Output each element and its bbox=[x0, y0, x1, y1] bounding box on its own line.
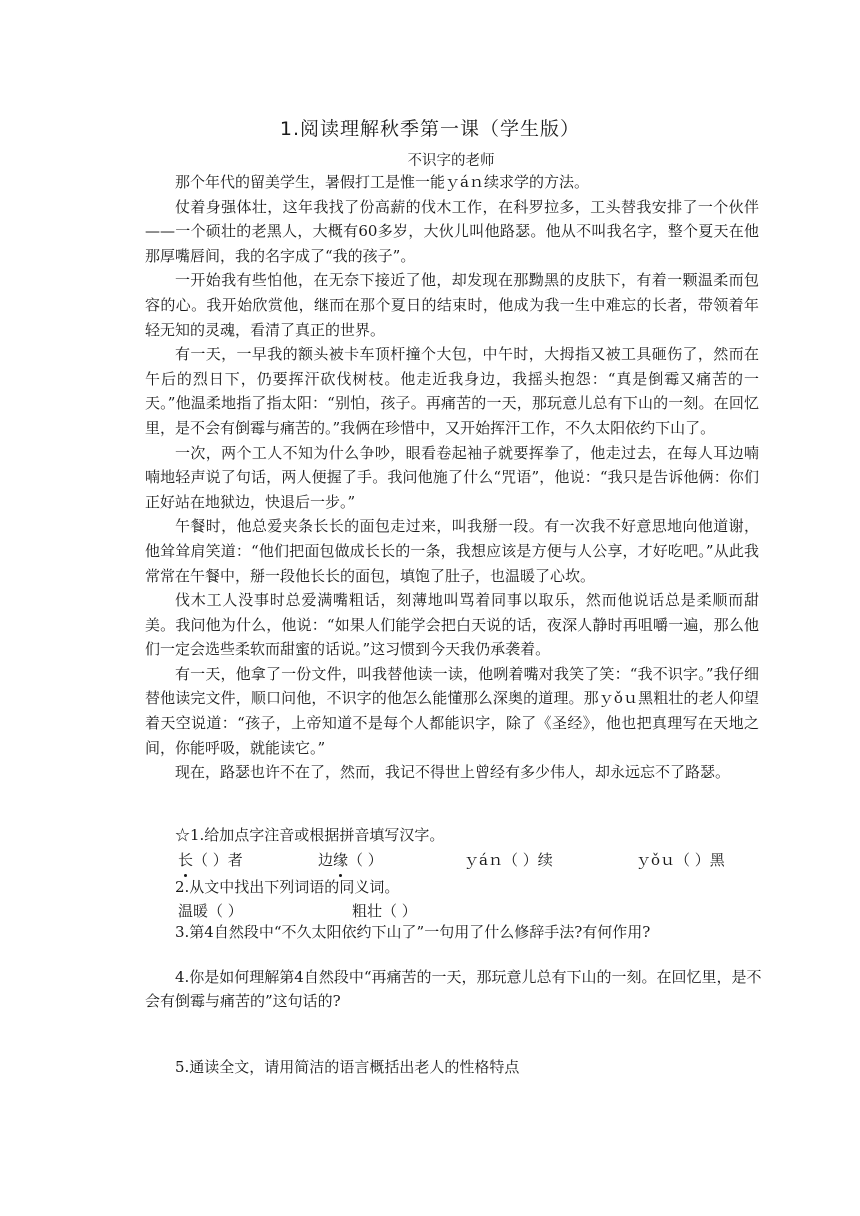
pinyin-text: ｙǒｕ bbox=[636, 851, 676, 869]
q2-item-wennuan[interactable]: 温暖（ ） bbox=[178, 902, 243, 920]
paragraph: 现在，路瑟也许不在了，然而，我记不得世上曾经有多少伟人，却永远忘不了路瑟。 bbox=[175, 763, 731, 782]
question-2: 2.从文中找出下列词语的同义词。 bbox=[175, 878, 400, 896]
item-text: 边 bbox=[318, 851, 334, 869]
answer-blank[interactable]: （ ）续 bbox=[502, 851, 553, 869]
dotted-character: 缘 bbox=[333, 848, 348, 872]
question-5: 5.通读全文，请用简洁的语言概括出老人的性格特点 bbox=[175, 1058, 520, 1076]
q1-item-yan bbox=[464, 848, 553, 872]
paragraph: 有一天，一早我的额头被卡车顶杆撞个大包，中午时，大拇指又被工具砸伤了，然而在午后的烈日下，仍要挥汗砍伐树枝。他走近我身边，我摇头抱怨：“真是倒霉又痛苦的一天。”他温柔地指了指太阳：“别怕，孩子。再痛苦的一天，那玩意儿总有下山的一刻。在回忆里，是不会有倒霉与痛苦的。”我俩在珍惜中，又开始挥汗工作，不久太阳依约下山了。 bbox=[145, 345, 759, 437]
passage-body bbox=[145, 170, 759, 785]
answer-blank[interactable]: （ ） bbox=[348, 851, 383, 869]
question-1: ☆1.给加点字注音或根据拼音填写汉字。 bbox=[175, 826, 445, 844]
q2-item-cuzhuang[interactable]: 粗壮（ ） bbox=[352, 902, 417, 920]
paragraph: 仗着身强体壮，这年我找了份高薪的伐木工作，在科罗拉多，工头替我安排了一个伙伴——一个硕壮的老黑人，大概有60多岁，大伙儿叫他路瑟。他从不叫我名字，整个夏天在他那厚嘴唇间，我的名字成了“我的孩子”。 bbox=[145, 197, 759, 265]
question-3: 3.第4自然段中“不久太阳依约下山了”一句用了什么修辞手法?有何作用? bbox=[175, 923, 651, 941]
page-title: 1.阅读理解秋季第一课（学生版） bbox=[279, 118, 581, 140]
passage-title: 不识字的老师 bbox=[407, 153, 495, 169]
dotted-character: 长 bbox=[178, 848, 193, 872]
paragraph: 一开始我有些怕他，在无奈下接近了他，却发现在那黝黑的皮肤下，有着一颗温柔而包容的心。我开始欣赏他，继而在那个夏日的结束时，他成为我一生中难忘的长者，带领着年轻无知的灵魂，看清了真正的世界。 bbox=[145, 271, 759, 339]
paragraph: 伐木工人没事时总爱满嘴粗话，刻薄地叫骂着同事以取乐，然而他说话总是柔顺而甜美。我问他为什么，他说：“如果人们能学会把白天说的话，夜深人静时再咀嚼一遍，那么他们一定会选些柔软而甜蜜的话说。”这习惯到今天我仍承袭着。 bbox=[145, 591, 759, 659]
answer-blank[interactable]: （ ）黑 bbox=[675, 851, 725, 869]
q1-item-bianyuan bbox=[318, 848, 383, 872]
pinyin-text: ｙáｎ bbox=[464, 851, 503, 869]
paragraph: 有一天，他拿了一份文件，叫我替他读一读，他咧着嘴对我笑了笑：“我不识字。”我仔细替他读完文件，顺口问他，不识字的他怎么能懂那么深奥的道理。那ｙǒｕ黑粗壮的老人仰望着天空说道：“孩子，上帝知道不是每个人都能识字，除了《圣经》，他也把真理写在天地之间，你能呼吸，就能读它。” bbox=[145, 664, 759, 757]
question-4: 4.你是如何理解第4自然段中“再痛苦的一天，那玩意儿总有下山的一刻。在回忆里，是不会有倒霉与痛苦的”这句话的? bbox=[145, 968, 762, 1010]
answer-blank[interactable]: （ ）者 bbox=[193, 851, 243, 869]
q1-item-you bbox=[636, 848, 725, 872]
q1-item-zhang bbox=[178, 848, 243, 872]
paragraph: 一次，两个工人不知为什么争吵，眼看卷起袖子就要挥拳了，他走过去，在每人耳边喃喃地轻声说了句话，两人便握了手。我问他施了什么“咒语”，他说：“我只是告诉他俩：你们正好站在地狱边，快退后一步。” bbox=[145, 443, 759, 511]
paragraph: 午餐时，他总爱夹条长长的面包走过来，叫我掰一段。有一次我不好意思地向他道谢，他耸耸肩笑道：“他们把面包做成长长的一条，我想应该是方便与人公享，才好吃吧。”从此我常常在午餐中，掰一段他长长的面包，填饱了肚子，也温暖了心坎。 bbox=[145, 517, 759, 585]
paragraph: 那个年代的留美学生，暑假打工是惟一能ｙáｎ续求学的方法。 bbox=[175, 173, 589, 191]
